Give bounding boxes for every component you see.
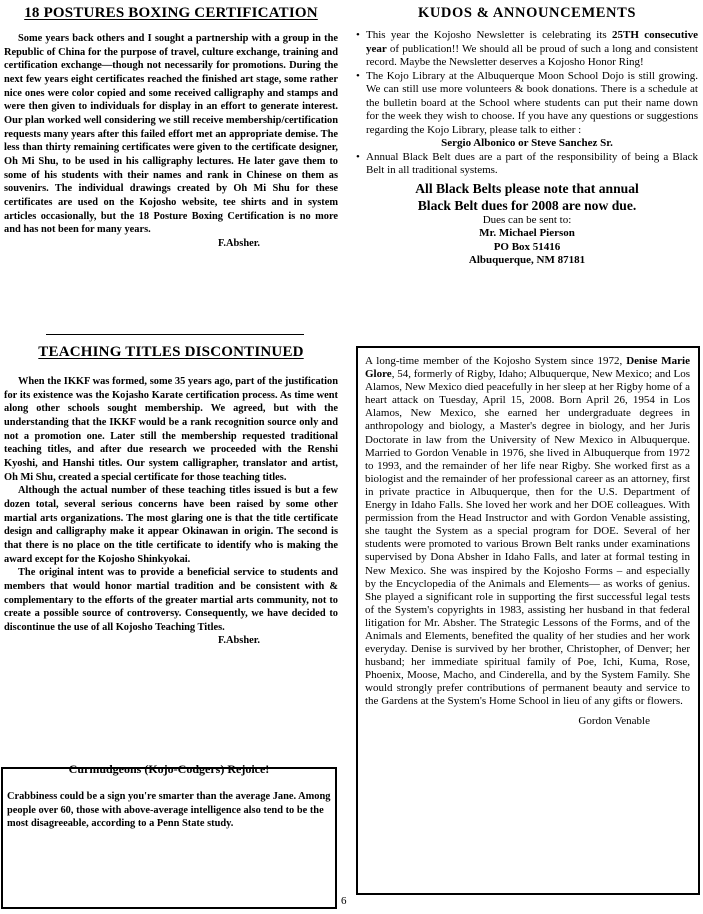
postures-article [4, 32, 338, 237]
titles-section [4, 343, 338, 648]
address-line: Albuquerque, NM 87181 [468, 254, 586, 266]
obituary-body [365, 355, 690, 709]
curmudgeons-body: Crabbiness could be a sign you're smarter than the average Jane. Among people over 60, those with above-average intelligence also tend to be the most disagreeable, according to a Penn State study. [7, 791, 331, 830]
library-contacts: Sergio Albonico or Steve Sanchez Sr. [441, 137, 613, 149]
page-number: 6 [341, 895, 347, 907]
dues-notice: Black Belt dues for 2008 are now due. [417, 197, 637, 213]
kudos-title: KUDOS & ANNOUNCEMENTS [417, 5, 637, 21]
right-column [356, 4, 698, 268]
postures-title: 18 POSTURES BOXING CERTIFICATION [24, 5, 318, 21]
kudos-bullet: • The Kojo Library at the Albuquerque Moon School Dojo is still growing. We can still use more volunteers & book donations. There is a schedule at the bulletin board at the School where students can put their name down for the week they wish to choose. If you have any questions or suggestions regarding the Kojo Library, please talk to either : [356, 70, 698, 138]
titles-heading: TEACHING TITLES DISCONTINUED [38, 344, 304, 360]
kudos-bullet: • Annual Black Belt dues are a part of the responsibility of being a Black Belt in all traditional systems. [356, 151, 698, 178]
obituary-signature: Gordon Venable [578, 714, 650, 727]
curmudgeons-title: Curmudgeons (Kojo-Codgers) Rejoice! [68, 762, 270, 776]
obituary-name: Denise Marie Glore [365, 355, 690, 381]
kudos-bullet [356, 29, 698, 70]
obituary-box [356, 346, 700, 895]
address-line: Mr. Michael Pierson [479, 227, 575, 239]
dues-send-to: Dues can be sent to: [482, 213, 572, 226]
postures-body: Some years back others and I sought a partnership with a group in the Republic of China for the purpose of travel, culture exchange, training and certification exchange—though not necessarily for promotions. During the next few years eight certificates reached the finished art stage, some rather nice ones were color copied and some received calligraphy and stamps and were then given to individuals for display in an effort to generate interest. Our plan worked well considering we still receive membership/certification requests many years after this failed effort met an appropriate demise. The less than thirty remaining certificates were given to the certificate designer, Oh Mi Shu, to be used in his calligraphy lectures. He later gave them to some of his students with their names and rank in Chinese on them as souvenirs. The individual drawings created by Oh Mi Shu for these certificates are used on the Kojosho website, tee shirts and in system articles occasionally, but the 18 Posture Boxing Certification is no more and has not been for many years. [4, 33, 338, 236]
titles-paragraph: The original intent was to provide a beneficial service to students and members that would honor martial tradition and be consistent with & complementary to the efforts of the greater martial arts community, not to create a possible source of controversy. Consequently, we have decided to discontinue the use of all Kojosho Teaching Titles. [4, 567, 338, 633]
titles-paragraph: When the IKKF was formed, some 35 years ago, part of the justification for its existence was the Kojasho Karate certification process. As time went along other schools sought membership. We agreed, but with the understanding that the IKKF would be a rank recognition source only and not a promotion one. Later still the membership requested traditional teaching titles, and after due research we proceeded with the Renshi Kyoshi, and Hanshi titles. Our system calligrapher, translator and artist, Oh Mi Shu, created a special certificate for those teaching titles. [4, 376, 338, 483]
obituary-intro: A long-time member of the Kojosho System since 1972, [365, 355, 627, 367]
bullet-text: This year the Kojosho Newsletter is celebrating its [366, 29, 612, 41]
bullet-text: of publication!! We should all be proud of such a long and consistent record. Maybe the Newsletter deserves a Kojosho Honor Ring! [366, 42, 698, 68]
kudos-body [356, 29, 698, 268]
address-line: PO Box 51416 [493, 240, 561, 253]
titles-article [4, 375, 338, 634]
bullet-bold: 25TH consecutive year [366, 29, 698, 55]
dues-notice: All Black Belts please note that annual [415, 180, 639, 196]
curmudgeons-box [1, 762, 337, 909]
section-divider [46, 334, 304, 335]
obituary-text: , 54, formerly of Rigby, Idaho; Albuquerque, New Mexico; and Los Alamos, New Mexico died peacefully in her sleep at her Rigby home of a heart attack on Tuesday, April 15, 2008. Born April 26, 1954 in Los Alamos, New Mexico, she earned her undergraduate degrees in anthropology and biology, a Master's degree in biology, and her Juris Doctorate in law from the University of New Mexico in Albuquerque. Married to Gordon Venable in 1976, she lived in Albuquerque from 1972 to 1993, and the remainder of her life near Rigby. She worked first as a biologist and the remainder of her professional career as an attorney, first in private practice in Albuquerque, then for the U.S. Department of Energy in Idaho Falls. She loved her work and her DOE colleagues. With permission from the Head Instructor and with Gordon Venable assisting, she taught the System as a special program for DOE. Several of her students were promoted to various Brown Belt ranks under examinations supervised by Dona Absher in Idaho Falls, and later at formal testing in New Mexico. She was inspired by the Kojosho Forms – and especially by the Encyclopedia of the Animals and Elements— as works of genius. She played a significant role in supporting the first successful legal tests of the System's copyrights in 1983, assisting her husband in that federal litigation for Mr. Absher. The Strategic Lessons of the Forms, and of the Animals and Elements, benefited the quality of her studies and her work everyday. Denise is survived by her brother, Christopher, of Denver; her husband; her immediate spiritual family of Poe, Ichi, Kuma, Rose, Phoenix, Moose, Macho, and Cinderella, and by the System Family. She would strongly prefer contributions of permanent beauty and service to the Gardens at the System's Home School in lieu of any gifts or flowers. [365, 368, 690, 708]
left-column [4, 4, 338, 250]
titles-paragraph: Although the actual number of these teaching titles issued is but a few dozen total, several serious concerns have been raised by some other martial arts organizations. The most glaring one is that the title certificate design and calligraphy make it appear Okinawan in origin. The second is that there is no place on the title certificate to identify who is making the award except for the Kojosho Shinkyokai. [4, 485, 338, 565]
postures-signature: F.Absher. [218, 237, 260, 249]
titles-signature: F.Absher. [218, 635, 260, 647]
